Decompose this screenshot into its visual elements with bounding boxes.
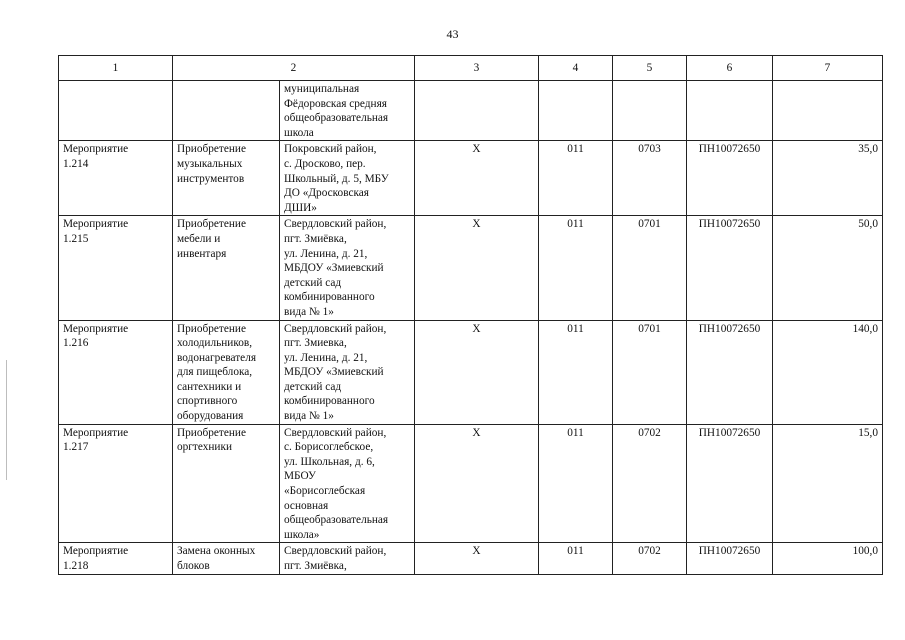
col7-cell: 15,0	[773, 424, 883, 543]
budget-events-table	[58, 55, 883, 575]
address-cell: Свердловский район, пгт. Змиёвка,	[280, 543, 415, 574]
event-cell: Мероприятие 1.214	[59, 141, 173, 216]
col5-cell	[613, 81, 687, 141]
event-cell	[59, 81, 173, 141]
col4-cell	[539, 81, 613, 141]
col3-cell: Х	[415, 543, 539, 574]
purpose-cell	[173, 81, 280, 141]
address-cell: Покровский район, с. Дросково, пер. Школьный, д. 5, МБУ ДО «Дросковская ДШИ»	[280, 141, 415, 216]
header-col-6: 6	[687, 56, 773, 81]
table-row	[59, 320, 883, 424]
col5-cell: 0702	[613, 543, 687, 574]
col6-cell: ПН10072650	[687, 216, 773, 320]
address-cell: Свердловский район, пгт. Змиевка, ул. Ленина, д. 21, МБДОУ «Змиевский детский сад комбинированного вида № 1»	[280, 320, 415, 424]
col6-cell: ПН10072650	[687, 320, 773, 424]
col3-cell: Х	[415, 320, 539, 424]
header-col-1: 1	[59, 56, 173, 81]
event-cell: Мероприятие 1.216	[59, 320, 173, 424]
col4-cell: 011	[539, 424, 613, 543]
table-row	[59, 543, 883, 574]
col6-cell: ПН10072650	[687, 424, 773, 543]
col7-cell	[773, 81, 883, 141]
col7-cell: 140,0	[773, 320, 883, 424]
purpose-cell: Приобретение мебели и инвентаря	[173, 216, 280, 320]
col3-cell: Х	[415, 141, 539, 216]
col7-cell: 100,0	[773, 543, 883, 574]
col3-cell: Х	[415, 216, 539, 320]
page-number: 43	[446, 27, 459, 41]
col5-cell: 0701	[613, 216, 687, 320]
table-row	[59, 424, 883, 543]
col7-cell: 50,0	[773, 216, 883, 320]
address-cell: Свердловский район, пгт. Змиёвка, ул. Ленина, д. 21, МБДОУ «Змиевский детский сад комбинированного вида № 1»	[280, 216, 415, 320]
purpose-cell: Приобретение оргтехники	[173, 424, 280, 543]
col5-cell: 0703	[613, 141, 687, 216]
purpose-cell: Замена оконных блоков	[173, 543, 280, 574]
table-row-continuation	[59, 81, 883, 141]
header-col-2: 2	[173, 56, 415, 81]
margin-scan-mark	[6, 360, 7, 480]
header-col-5: 5	[613, 56, 687, 81]
address-cell: муниципальная Фёдоровская средняя общеобразовательная школа	[280, 81, 415, 141]
header-row	[59, 56, 883, 81]
col3-cell: Х	[415, 424, 539, 543]
col5-cell: 0702	[613, 424, 687, 543]
col6-cell	[687, 81, 773, 141]
col4-cell: 011	[539, 216, 613, 320]
col5-cell: 0701	[613, 320, 687, 424]
event-cell: Мероприятие 1.215	[59, 216, 173, 320]
address-cell: Свердловский район, с. Борисоглебское, ул. Школьная, д. 6, МБОУ «Борисоглебская основная общеобразовательная школа»	[280, 424, 415, 543]
event-cell: Мероприятие 1.218	[59, 543, 173, 574]
col7-cell: 35,0	[773, 141, 883, 216]
col6-cell: ПН10072650	[687, 543, 773, 574]
event-cell: Мероприятие 1.217	[59, 424, 173, 543]
header-col-4: 4	[539, 56, 613, 81]
purpose-cell: Приобретение холодильников, водонагревателя для пищеблока, сантехники и спортивного оборудования	[173, 320, 280, 424]
col6-cell: ПН10072650	[687, 141, 773, 216]
purpose-cell: Приобретение музыкальных инструментов	[173, 141, 280, 216]
header-col-7: 7	[773, 56, 883, 81]
table-row	[59, 141, 883, 216]
header-col-3: 3	[415, 56, 539, 81]
col4-cell: 011	[539, 141, 613, 216]
col4-cell: 011	[539, 320, 613, 424]
col4-cell: 011	[539, 543, 613, 574]
table-row	[59, 216, 883, 320]
col3-cell	[415, 81, 539, 141]
